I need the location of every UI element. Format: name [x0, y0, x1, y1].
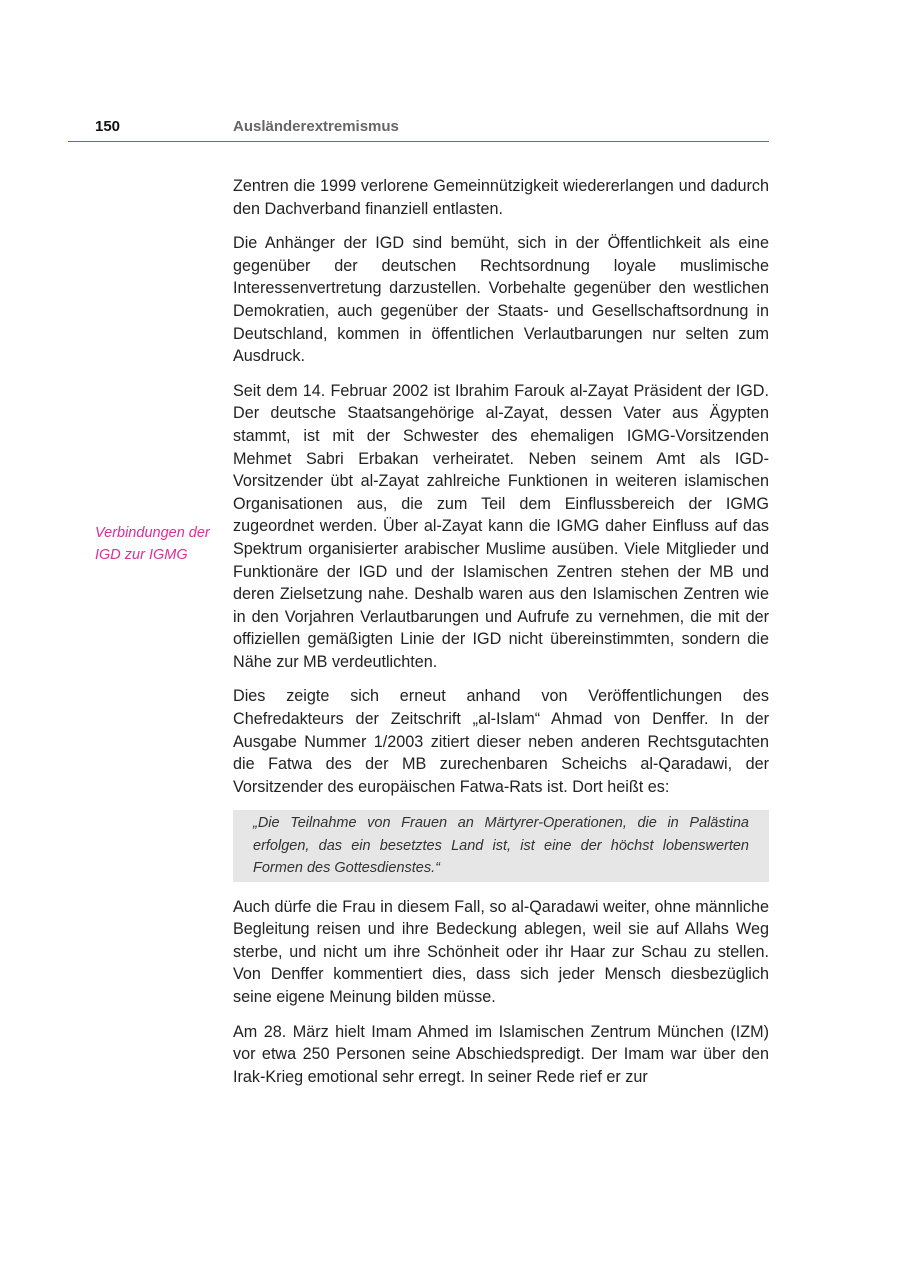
paragraph: Zentren die 1999 verlorene Gemeinnützigkeit wiedererlangen und dadurch den Dachverband finanziell entlasten. [233, 177, 769, 218]
paragraph: Die Anhänger der IGD sind bemüht, sich in der Öffentlichkeit als eine gegenüber der deutschen Rechtsordnung loyale muslimische Interessenvertretung darzustellen. Vorbehalte gegenüber den westlichen Demokratien, auch gegenüber der Staats- und Gesellschaftsordnung in Deutschland, kommen in öffentlichen Verlautbarungen nur selten zum Ausdruck. [233, 234, 769, 366]
header-rule [68, 141, 769, 142]
quote-text: „Die Teilnahme von Frauen an Märtyrer-Operationen, die in Palästina erfolgen, das ein besetztes Land ist, ist eine der höchst lobenswerten Formen des Gottesdienstes.“ [253, 815, 749, 877]
running-title: Ausländerextremismus [233, 118, 399, 135]
page-number: 150 [95, 118, 121, 135]
paragraph: Seit dem 14. Februar 2002 ist Ibrahim Farouk al-Zayat Präsident der IGD. Der deutsche Staatsangehörige al-Zayat, dessen Vater aus Ägypten stammt, ist mit der Schwester des ehemaligen IGMG-Vorsitzenden Mehmet Sabri Erbakan verheiratet. Neben seinem Amt als IGD-Vorsitzender übt al-Zayat zahlreiche Funktionen in weiteren islamischen Organisationen aus, die zum Teil dem Einflussbereich der IGMG zugeordnet werden. Über al-Zayat kann die IGMG daher Einfluss auf das Spektrum organisierter arabischer Muslime ausüben. Viele Mitglieder und Funktionäre der IGD und der Islamischen Zentren stehen der MB und deren Zielsetzung nahe. Deshalb waren aus den Islamischen Zentren wie in den Vorjahren Verlautbarungen und Aufrufe zu vernehmen, die mit der offiziellen gemäßigten Linie der IGD nicht übereinstimmten, sondern die Nähe zur MB verdeutlichten. [233, 381, 769, 671]
margin-note-line: Verbindungen der [95, 525, 210, 541]
paragraph: Auch dürfe die Frau in diesem Fall, so al-Qaradawi weiter, ohne männliche Begleitung reisen und ihre Bedeckung ablegen, weil sie auf Allahs Weg sterbe, und nicht um ihre Schönheit oder ihr Haar zur Schau zu stellen. Von Denffer kommentiert dies, dass sich jeder Mensch diesbezüglich seine eigene Meinung bilden müsse. [233, 897, 769, 1007]
paragraph: Dies zeigte sich erneut anhand von Veröffentlichungen des Chefredakteurs der Zeitschrift „al-Islam“ Ahmad von Denffer. In der Ausgabe Nummer 1/2003 zitiert dieser neben anderen Rechtsgutachten die Fatwa des der MB zurechenbaren Scheichs al-Qaradawi, der Vorsitzender des europäischen Fatwa-Rats ist. Dort heißt es: [233, 687, 769, 796]
margin-note [95, 522, 225, 566]
margin-note-line: IGD zur IGMG [95, 547, 188, 563]
quote-box [233, 810, 769, 881]
paragraph: Am 28. März hielt Imam Ahmed im Islamischen Zentrum München (IZM) vor etwa 250 Personen seine Abschiedspredigt. Der Imam war über den Irak-Krieg emotional sehr erregt. In seiner Rede rief er zur [233, 1022, 769, 1086]
main-text-column [233, 175, 769, 1100]
